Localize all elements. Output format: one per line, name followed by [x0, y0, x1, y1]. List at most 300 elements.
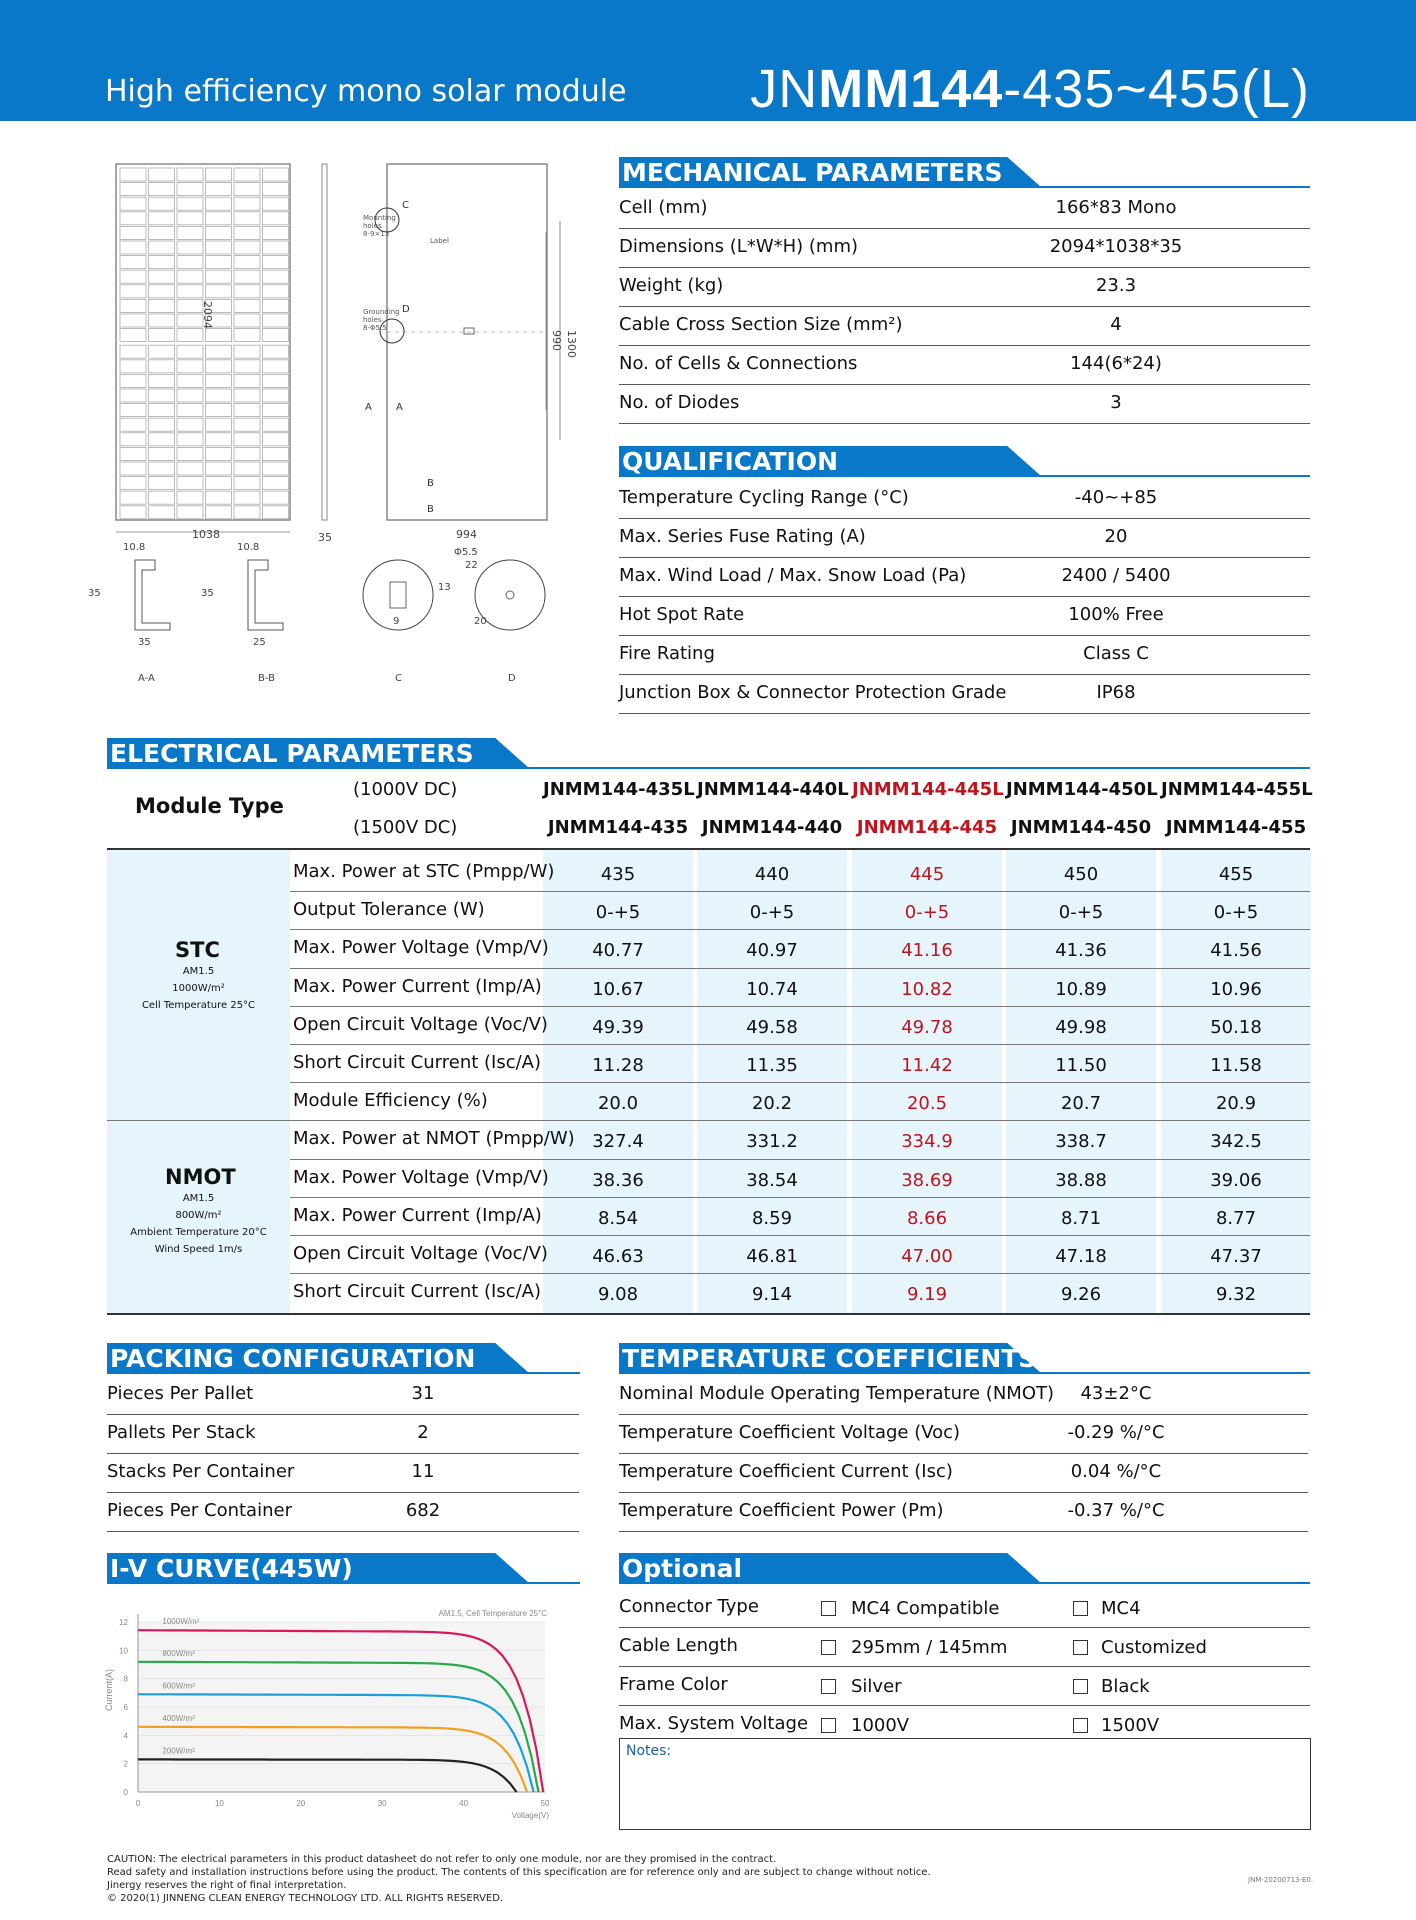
stc-value: 0-+5 — [1213, 902, 1259, 924]
module-drawing — [88, 150, 600, 690]
option-b-label: 1500V — [1101, 1715, 1160, 1736]
optional-row — [619, 1666, 1310, 1706]
optional-row — [619, 1627, 1310, 1667]
row-divider — [290, 968, 1310, 969]
footer-line-4: © 2020(1) JINNENG CLEAN ENERGY TECHNOLOGY LTD. ALL RIGHTS RESERVED. — [107, 1893, 504, 1904]
packing-value: 682 — [405, 1500, 441, 1521]
solar-cell — [206, 389, 232, 402]
y-tick-label: 12 — [119, 1618, 128, 1627]
solar-cell — [206, 285, 232, 298]
option-b-label: Black — [1101, 1676, 1150, 1697]
solar-cell — [120, 447, 146, 460]
solar-cell — [149, 197, 175, 210]
option-a-label: 1000V — [851, 1715, 910, 1736]
dim-20: 20 — [474, 616, 487, 627]
dim-aa-top: 10.8 — [123, 542, 146, 553]
solar-cell — [177, 389, 203, 402]
solar-cell — [120, 374, 146, 387]
row-divider — [290, 1273, 1310, 1274]
solar-cell — [120, 418, 146, 431]
solar-cell — [177, 226, 203, 239]
solar-cell — [206, 256, 232, 269]
solar-cell — [206, 477, 232, 490]
temperature-key: Temperature Coefficient Power (Pm) — [619, 1500, 944, 1521]
nmot-value: 342.5 — [1210, 1131, 1262, 1153]
solar-cell — [120, 299, 146, 312]
solar-cell — [234, 183, 260, 196]
section-c: C — [395, 673, 402, 684]
dim-990: 990 — [550, 330, 563, 351]
packing-key: Pieces Per Pallet — [107, 1383, 254, 1404]
row-divider — [290, 1159, 1310, 1160]
temperature-value: -0.37 %/°C — [1067, 1500, 1165, 1521]
solar-cell — [263, 270, 289, 283]
solar-cell — [234, 462, 260, 475]
option-b-label: MC4 — [1101, 1598, 1141, 1619]
solar-cell — [177, 197, 203, 210]
model-header: JNMM144-440 — [701, 817, 843, 838]
iv-series-label: 800W/m² — [162, 1648, 195, 1658]
solar-cell — [263, 299, 289, 312]
option-a-label: Silver — [851, 1676, 902, 1697]
solar-cell — [149, 491, 175, 504]
model-header: JNMM144-435 — [547, 817, 689, 838]
y-tick-label: 8 — [123, 1674, 128, 1684]
header-title — [750, 58, 1310, 120]
solar-cell — [206, 433, 232, 446]
solar-cell — [149, 374, 175, 387]
temperature-row — [619, 1414, 1308, 1454]
checkbox-b[interactable] — [1073, 1718, 1088, 1733]
solar-cell — [263, 462, 289, 475]
mechanical-section-header — [619, 157, 1310, 187]
section-d: D — [508, 673, 516, 684]
solar-cell — [177, 506, 203, 519]
packing-title: PACKING CONFIGURATION — [110, 1344, 476, 1373]
chart-condition: AM1.5, Cell Temperature 25°C — [438, 1609, 547, 1618]
dim-length: 2094 — [201, 301, 214, 329]
checkbox-a[interactable] — [821, 1640, 836, 1655]
nmot-value: 46.63 — [592, 1246, 644, 1267]
solar-cell — [234, 389, 260, 402]
packing-value: 31 — [411, 1383, 435, 1404]
solar-cell — [206, 270, 232, 283]
mechanical-key: Dimensions (L*W*H) (mm) — [619, 236, 859, 257]
section-bb: B-B — [258, 673, 275, 684]
label-tag: Label — [430, 237, 449, 245]
mounting-label-2: holes — [363, 222, 382, 230]
iv-series-label: 400W/m² — [162, 1713, 195, 1723]
notes-label: Notes: — [626, 1743, 672, 1759]
stc-value: 0-+5 — [904, 902, 950, 924]
stc-value: 0-+5 — [595, 902, 641, 924]
packing-row — [107, 1375, 579, 1415]
solar-cell — [177, 168, 203, 181]
solar-cell — [149, 389, 175, 402]
y-tick-label: 6 — [123, 1703, 128, 1712]
solar-cell — [234, 314, 260, 327]
label-d: D — [402, 304, 410, 315]
dim-22: 22 — [465, 560, 478, 571]
qualification-key: Temperature Cycling Range (°C) — [619, 487, 909, 508]
solar-cell — [149, 241, 175, 254]
model-header: JNMM144-445 — [856, 817, 998, 838]
solar-cell — [206, 374, 232, 387]
solar-cell — [149, 360, 175, 373]
nmot-note: Wind Speed 1m/s — [154, 1244, 243, 1255]
qualification-value: 100% Free — [1068, 604, 1164, 625]
stc-value: 10.82 — [901, 978, 953, 1000]
packing-row — [107, 1453, 579, 1493]
mounting-label: Mounting — [363, 214, 396, 222]
dim-bb-top: 10.8 — [237, 542, 260, 553]
stc-value: 40.77 — [592, 940, 644, 962]
x-tick-label: 0 — [135, 1799, 141, 1808]
solar-cell — [177, 345, 203, 358]
solar-cell — [206, 447, 232, 460]
iv-series-label: 200W/m² — [162, 1746, 195, 1756]
temperature-key: Nominal Module Operating Temperature (NMOT) — [619, 1383, 1055, 1404]
qualification-row — [619, 518, 1310, 558]
model-l-header: JNMM144-435L — [543, 779, 695, 800]
stc-value: 49.98 — [1055, 1016, 1107, 1038]
stc-value: 11.58 — [1210, 1055, 1262, 1076]
qualification-row — [619, 596, 1310, 636]
nmot-value: 38.36 — [592, 1169, 644, 1191]
nmot-value: 327.4 — [592, 1131, 644, 1153]
solar-cell — [120, 477, 146, 490]
dc-1500: (1500V DC) — [353, 817, 458, 838]
x-tick-label: 50 — [540, 1799, 550, 1808]
optional-key: Cable Length — [619, 1635, 738, 1656]
dim-bb-w: 25 — [253, 637, 266, 648]
stc-value: 10.89 — [1055, 978, 1107, 1000]
solar-cell — [149, 168, 175, 181]
solar-cell — [177, 241, 203, 254]
solar-cell — [263, 197, 289, 210]
stc-value: 41.36 — [1055, 940, 1107, 962]
nmot-param-label: Open Circuit Voltage (Voc/V) — [293, 1243, 548, 1264]
nmot-title: NMOT — [165, 1165, 236, 1189]
stc-value: 11.28 — [592, 1055, 644, 1076]
solar-cell — [206, 506, 232, 519]
mechanical-value: 23.3 — [1095, 275, 1137, 296]
solar-cell — [177, 256, 203, 269]
nmot-value: 47.18 — [1055, 1246, 1107, 1267]
solar-cell — [234, 447, 260, 460]
solar-cell — [149, 418, 175, 431]
stc-param-label: Output Tolerance (W) — [293, 899, 485, 921]
solar-cell — [120, 314, 146, 327]
solar-cell — [234, 506, 260, 519]
dim-9: 9 — [393, 616, 400, 627]
nmot-value: 8.77 — [1215, 1207, 1257, 1229]
nmot-value: 46.81 — [746, 1246, 798, 1267]
footer-line-1: CAUTION: The electrical parameters in this product datasheet do not refer to only one module, nor are they promised in the contract. — [107, 1854, 777, 1865]
solar-cell — [149, 299, 175, 312]
mechanical-row — [619, 228, 1310, 268]
solar-cell — [234, 285, 260, 298]
solar-cell — [234, 256, 260, 269]
solar-cell — [120, 389, 146, 402]
solar-cell — [149, 345, 175, 358]
mechanical-value: 4 — [1110, 314, 1122, 335]
solar-cell — [120, 404, 146, 417]
temperature-title: TEMPERATURE COEFFICIENTS — [622, 1344, 1037, 1373]
header-subtitle: High efficiency mono solar module — [105, 74, 627, 109]
row-divider — [107, 1120, 1310, 1121]
y-tick-label: 2 — [123, 1759, 128, 1769]
y-axis-label: Current(A) — [104, 1668, 114, 1712]
qualification-value: 2400 / 5400 — [1061, 565, 1171, 586]
nmot-value: 8.71 — [1060, 1207, 1102, 1229]
stc-param-label: Max. Power Current (Imp/A) — [293, 975, 542, 997]
checkbox-a[interactable] — [821, 1679, 836, 1694]
x-tick-label: 20 — [296, 1799, 306, 1808]
solar-cell — [234, 360, 260, 373]
mechanical-value: 166*83 Mono — [1055, 197, 1177, 218]
option-a-label: 295mm / 145mm — [851, 1637, 1008, 1658]
qualification-value: -40~+85 — [1074, 487, 1158, 508]
dim-1300: 1300 — [565, 330, 578, 358]
nmot-param-label: Max. Power Voltage (Vmp/V) — [293, 1166, 549, 1188]
solar-cell — [149, 285, 175, 298]
checkbox-a[interactable] — [821, 1601, 836, 1616]
stc-param-label: Max. Power at STC (Pmpp/W) — [293, 861, 555, 882]
option-b-label: Customized — [1101, 1637, 1207, 1658]
nmot-value: 9.19 — [906, 1284, 948, 1306]
packing-key: Stacks Per Container — [107, 1461, 295, 1482]
checkbox-a[interactable] — [821, 1718, 836, 1733]
solar-cell — [206, 462, 232, 475]
solar-cell — [177, 270, 203, 283]
optional-section-header — [619, 1553, 1310, 1583]
mechanical-value: 144(6*24) — [1070, 353, 1162, 374]
mechanical-value: 3 — [1110, 392, 1122, 413]
mechanical-key: No. of Cells & Connections — [619, 353, 858, 374]
solar-cell — [263, 168, 289, 181]
solar-cell — [177, 433, 203, 446]
model-header: JNMM144-450 — [1010, 817, 1152, 838]
temperature-value: 0.04 %/°C — [1070, 1461, 1162, 1482]
solar-cell — [206, 168, 232, 181]
solar-cell — [206, 360, 232, 373]
qualification-value: Class C — [1083, 643, 1149, 664]
solar-cell — [149, 314, 175, 327]
stc-value: 10.96 — [1210, 978, 1262, 1000]
mechanical-row — [619, 189, 1310, 229]
x-tick-label: 30 — [377, 1799, 387, 1808]
stc-value: 41.16 — [901, 940, 953, 962]
stc-value: 20.0 — [597, 1093, 639, 1115]
packing-key: Pallets Per Stack — [107, 1422, 256, 1443]
solar-cell — [120, 329, 146, 342]
nmot-note: Ambient Temperature 20°C — [130, 1227, 267, 1238]
mechanical-row — [619, 384, 1310, 424]
stc-title: STC — [175, 938, 220, 962]
title-suffix: -435~455(L) — [1003, 59, 1310, 119]
solar-cell — [120, 241, 146, 254]
stc-value: 445 — [909, 864, 945, 885]
solar-cell — [149, 212, 175, 225]
solar-cell — [234, 477, 260, 490]
row-divider — [290, 1006, 1310, 1007]
qualification-row — [619, 635, 1310, 675]
y-tick-label: 0 — [123, 1788, 128, 1797]
checkbox-b[interactable] — [1073, 1679, 1088, 1694]
solar-cell — [263, 314, 289, 327]
solar-cell — [177, 183, 203, 196]
solar-cell — [206, 183, 232, 196]
dim-width: 1038 — [192, 528, 220, 541]
solar-cell — [263, 183, 289, 196]
module-type-label: Module Type — [135, 794, 284, 818]
iv-section-header — [107, 1553, 580, 1583]
solar-cell — [120, 285, 146, 298]
nmot-value: 38.54 — [746, 1169, 798, 1191]
solar-cell — [234, 226, 260, 239]
solar-cell — [234, 433, 260, 446]
nmot-note: 800W/m² — [175, 1210, 222, 1221]
electrical-title: ELECTRICAL PARAMETERS — [110, 739, 474, 768]
qualification-value: IP68 — [1096, 682, 1136, 703]
solar-cell — [263, 212, 289, 225]
qualification-section-header — [619, 446, 1310, 476]
solar-cell — [206, 404, 232, 417]
mechanical-key: Cell (mm) — [619, 197, 708, 218]
solar-cell — [120, 360, 146, 373]
solar-cell — [149, 506, 175, 519]
stc-value: 11.35 — [746, 1055, 798, 1076]
solar-cell — [263, 345, 289, 358]
stc-value: 10.74 — [746, 978, 798, 1000]
solar-cell — [120, 491, 146, 504]
qualification-row — [619, 674, 1310, 714]
mechanical-row — [619, 306, 1310, 346]
nmot-value: 39.06 — [1210, 1169, 1262, 1191]
dim-aa-h: 35 — [88, 588, 101, 599]
checkbox-b[interactable] — [1073, 1640, 1088, 1655]
solar-cell — [234, 374, 260, 387]
solar-cell — [177, 360, 203, 373]
footer-line-3: Jinergy reserves the right of final interpretation. — [107, 1880, 347, 1891]
temperature-row — [619, 1453, 1308, 1493]
nmot-value: 9.14 — [751, 1284, 793, 1306]
stc-value: 50.18 — [1210, 1016, 1262, 1038]
solar-cell — [234, 345, 260, 358]
dim-aa-w: 35 — [138, 637, 151, 648]
solar-cell — [149, 183, 175, 196]
solar-cell — [263, 360, 289, 373]
solar-cell — [263, 285, 289, 298]
packing-section-header — [107, 1343, 580, 1373]
solar-cell — [206, 345, 232, 358]
solar-cell — [263, 329, 289, 342]
model-header: JNMM144-455 — [1165, 817, 1307, 838]
row-divider — [290, 1235, 1310, 1236]
solar-cell — [263, 374, 289, 387]
mechanical-row — [619, 345, 1310, 385]
solar-cell — [206, 241, 232, 254]
mounting-label-3: 8-9×13 — [363, 230, 390, 238]
solar-cell — [177, 285, 203, 298]
nmot-value: 47.00 — [901, 1246, 953, 1267]
label-a1: A — [365, 402, 372, 413]
qualification-row — [619, 557, 1310, 597]
solar-cell — [149, 477, 175, 490]
checkbox-b[interactable] — [1073, 1601, 1088, 1616]
title-prefix: JN — [750, 59, 819, 119]
stc-value: 40.97 — [746, 940, 798, 962]
solar-cell — [149, 226, 175, 239]
nmot-value: 338.7 — [1055, 1131, 1107, 1153]
mechanical-row — [619, 267, 1310, 307]
iv-title: I-V CURVE(445W) — [110, 1554, 353, 1583]
stc-value: 0-+5 — [1058, 902, 1104, 924]
mechanical-key: No. of Diodes — [619, 392, 740, 413]
solar-cell — [234, 197, 260, 210]
stc-value: 440 — [754, 864, 790, 885]
nmot-param-label: Max. Power Current (Imp/A) — [293, 1204, 542, 1226]
solar-cell — [149, 404, 175, 417]
y-tick-label: 10 — [119, 1646, 128, 1656]
stc-value: 20.5 — [906, 1093, 948, 1115]
iv-series-label: 1000W/m² — [162, 1617, 200, 1627]
stc-param-label: Max. Power Voltage (Vmp/V) — [293, 937, 549, 959]
stc-value: 455 — [1218, 864, 1254, 885]
solar-cell — [234, 404, 260, 417]
grounding-label: Grounding — [363, 308, 400, 316]
dim-994: 994 — [456, 528, 477, 541]
qualification-row — [619, 479, 1310, 519]
x-tick-label: 10 — [214, 1799, 224, 1808]
solar-cell — [177, 491, 203, 504]
solar-cell — [234, 168, 260, 181]
nmot-value: 9.26 — [1060, 1284, 1102, 1306]
solar-cell — [177, 314, 203, 327]
solar-cell — [120, 183, 146, 196]
packing-row — [107, 1492, 579, 1532]
row-divider — [290, 1082, 1310, 1083]
solar-cell — [206, 212, 232, 225]
solar-cell — [120, 506, 146, 519]
stc-value: 20.7 — [1060, 1093, 1102, 1115]
nmot-value: 8.59 — [751, 1207, 793, 1229]
nmot-value: 9.32 — [1215, 1284, 1257, 1306]
solar-cell — [177, 447, 203, 460]
stc-value: 10.67 — [592, 978, 644, 1000]
nmot-value: 9.08 — [597, 1284, 639, 1306]
electrical-section-header — [107, 738, 1310, 768]
stc-param-label: Open Circuit Voltage (Voc/V) — [293, 1013, 548, 1035]
solar-cell — [177, 299, 203, 312]
notes-box[interactable] — [619, 1738, 1311, 1830]
solar-cell — [120, 462, 146, 475]
solar-cell — [206, 226, 232, 239]
footer-line-2: Read safety and installation instructions before using the product. The contents of this specification are for reference only and are subject to change without notice. — [107, 1867, 931, 1878]
mechanical-value: 2094*1038*35 — [1049, 236, 1183, 257]
x-axis-label: Voltage(V) — [511, 1811, 549, 1820]
nmot-value: 334.9 — [901, 1131, 953, 1153]
label-b1: B — [427, 478, 434, 489]
solar-cell — [263, 491, 289, 504]
qualification-key: Junction Box & Connector Protection Grade — [619, 682, 1007, 703]
iv-series-label: 600W/m² — [162, 1681, 195, 1691]
option-a-label: MC4 Compatible — [851, 1598, 1000, 1619]
packing-value: 2 — [417, 1422, 429, 1443]
nmot-value: 38.69 — [901, 1169, 953, 1191]
mechanical-key: Cable Cross Section Size (mm²) — [619, 314, 903, 335]
